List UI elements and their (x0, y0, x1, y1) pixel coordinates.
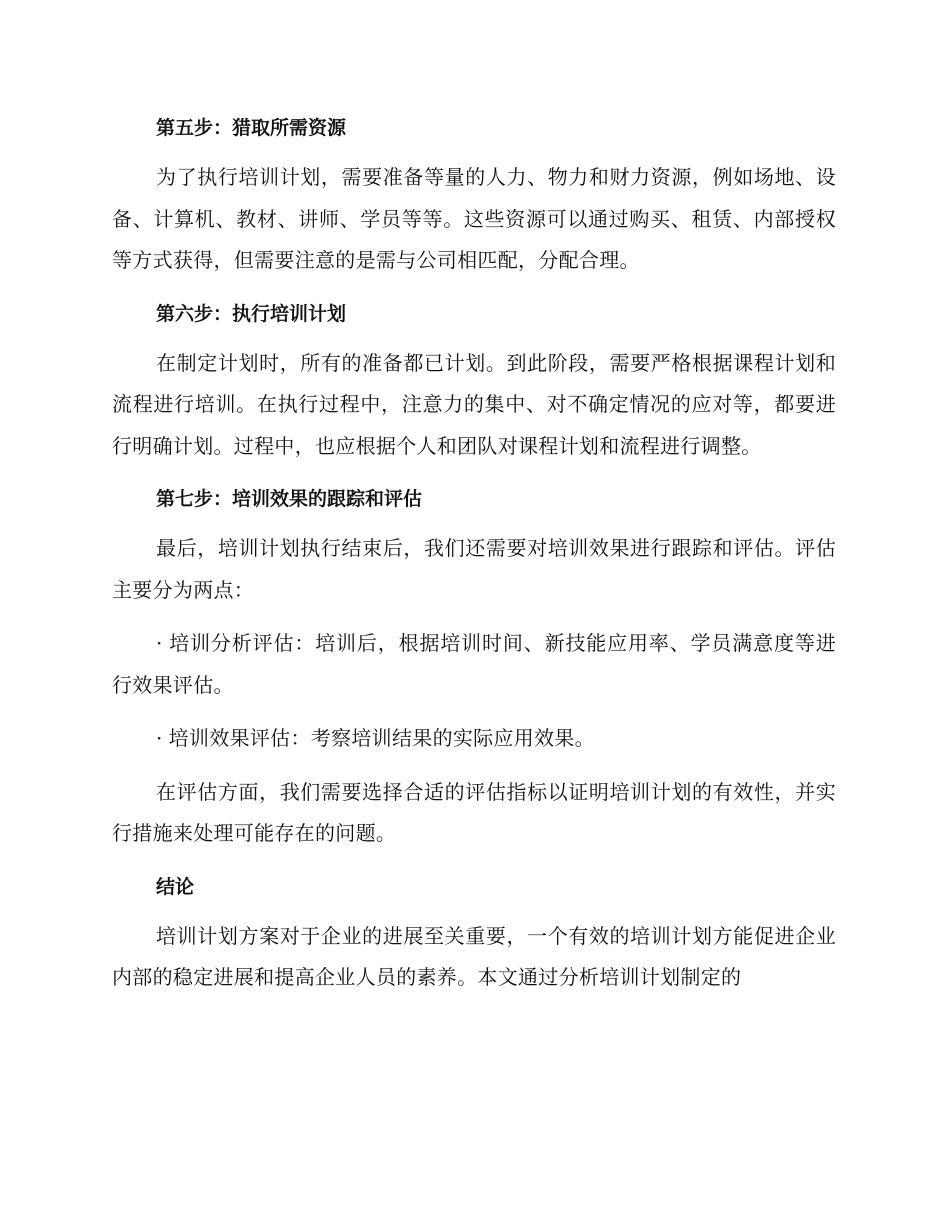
step7-closing-paragraph: 在评估方面，我们需要选择合适的评估指标以证明培训计划的有效性，并实行措施来处理可能存在的问题。 (112, 779, 836, 845)
document-body (112, 108, 836, 1011)
bullet-item (112, 623, 836, 706)
step7-paragraph: 最后，培训计划执行结束后，我们还需要对培训效果进行跟踪和评估。评估主要分为两点： (112, 536, 836, 602)
conclusion-paragraph: 培训计划方案对于企业的进展至关重要，一个有效的培训计划方能促进企业内部的稳定进展和提高企业人员的素养。本文通过分析培训计划制定的 (112, 923, 836, 989)
bullet-glyph: · (156, 726, 163, 750)
step6-paragraph: 在制定计划时，所有的准备都已计划。到此阶段，需要严格根据课程计划和流程进行培训。在执行过程中，注意力的集中、对不确定情况的应对等，都要进行明确计划。过程中，也应根据个人和团队对课程计划和流程进行调整。 (112, 350, 836, 458)
step5-paragraph: 为了执行培训计划，需要准备等量的人力、物力和财力资源，例如场地、设备、计算机、教材、讲师、学员等等。这些资源可以通过购买、租赁、内部授权等方式获得，但需要注意的是需与公司相匹配，分配合理。 (112, 165, 836, 272)
bullet-text: 培训效果评估：考察培训结果的实际应用效果。 (168, 726, 595, 750)
bullet-glyph: · (156, 631, 163, 655)
bullet-text: 培训分析评估：培训后，根据培训时间、新技能应用率、学员满意度等进行效果评估。 (112, 631, 836, 697)
section-heading-step5: 第五步：猎取所需资源 (156, 117, 347, 139)
bullet-item (112, 718, 836, 760)
section-heading-step7: 第七步：培训效果的跟踪和评估 (156, 488, 423, 510)
section-heading-conclusion: 结论 (156, 875, 195, 898)
section-heading-step6: 第六步：执行培训计划 (156, 302, 347, 325)
